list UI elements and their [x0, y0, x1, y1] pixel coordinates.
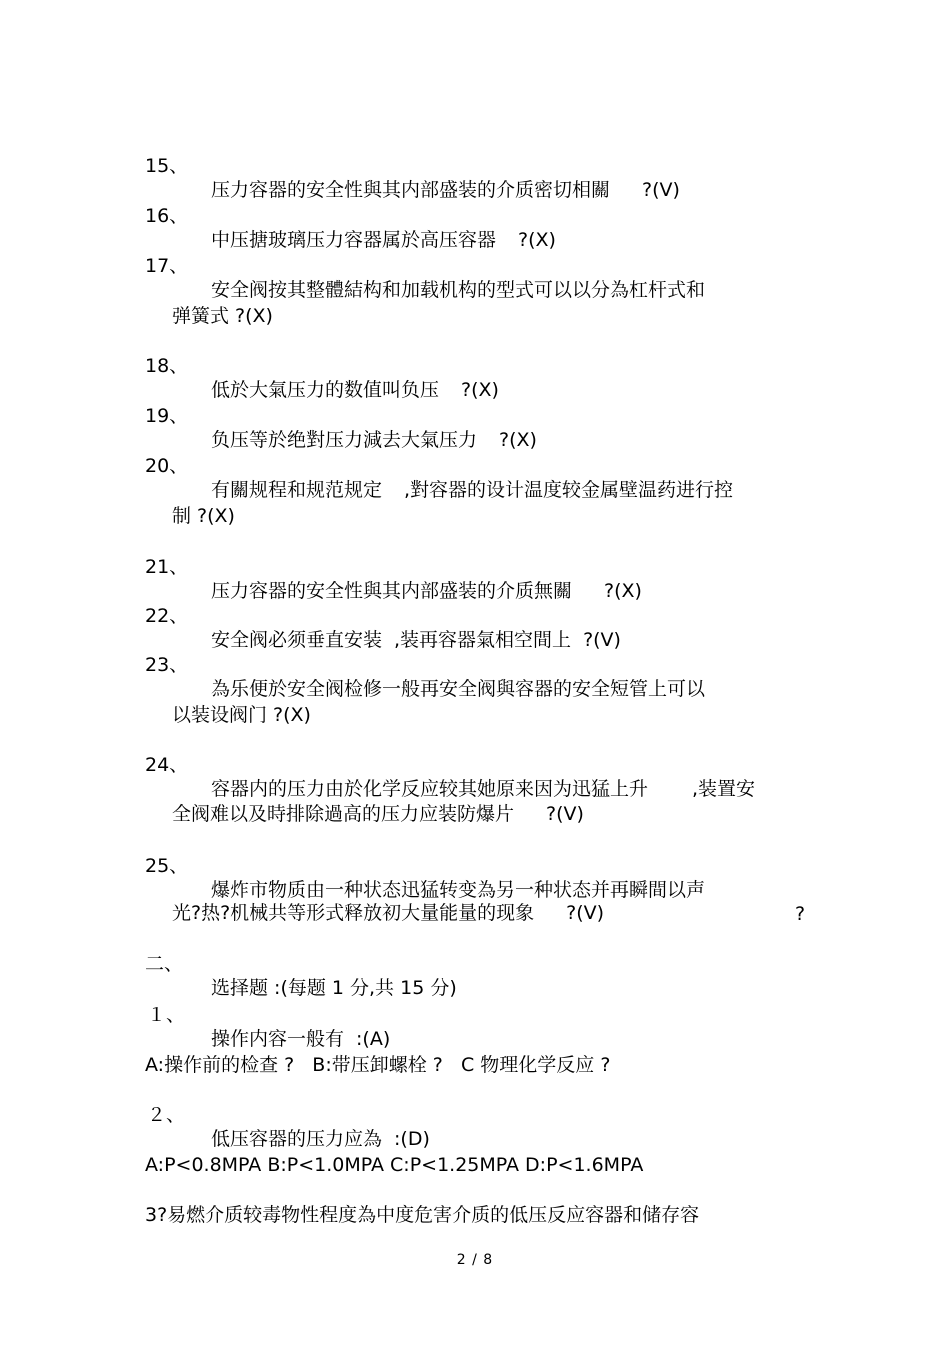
- choice-question-3: [0, 1179, 700, 1251]
- question-number: １、: [147, 1004, 186, 1026]
- page-number: 2 / 8: [456, 1252, 494, 1268]
- question-number: 16、: [145, 205, 189, 227]
- question-text-continued: 弹簧式 ?(X): [172, 305, 273, 327]
- question-text-part: ,装置安: [692, 778, 756, 800]
- question-number: 23、: [145, 654, 189, 676]
- question-text: 低压容器的压力应為: [211, 1128, 383, 1150]
- question-number: ２、: [147, 1104, 186, 1126]
- question-text-part: ,装再容器氣相空間上: [394, 629, 572, 651]
- question-text: 负压等於绝對压力減去大氣压力: [211, 429, 478, 451]
- options-text: A:P<0.8MPA B:P<1.0MPA C:P<1.25MPA D:P<1.6MPA: [145, 1154, 644, 1176]
- question-text: 為乐便於安全阀检修一般再安全阀與容器的安全短管上可以: [211, 678, 706, 700]
- question-number: 22、: [145, 605, 189, 627]
- question-number: 20、: [145, 455, 189, 477]
- question-text-part: ,對容器的设计温度较金属壁温药进行控: [404, 479, 734, 501]
- question-text: 有關规程和规范规定: [211, 479, 383, 501]
- question-text-continued: 全阀难以及時排除過高的压力应装防爆片: [172, 803, 515, 825]
- question-text-continued: 制 ?(X): [172, 505, 235, 527]
- question-number: 21、: [145, 556, 189, 578]
- question-text-continued: 光?热?机械共等形式释放初大量能量的现象: [172, 902, 535, 924]
- answer-mark: :(D): [394, 1128, 430, 1150]
- question-text: 压力容器的安全性與其内部盛装的介质密切相關: [211, 179, 611, 201]
- question-text-continued: 以装设阀门 ?(X): [172, 704, 311, 726]
- question-number: 24、: [145, 754, 189, 776]
- answer-mark: ?(V): [546, 803, 584, 825]
- question-text: 中压搪玻璃压力容器属於高压容器: [211, 229, 497, 251]
- answer-mark: ?(X): [461, 379, 499, 401]
- answer-mark: ?(V): [642, 179, 680, 201]
- question-text: 操作内容一般有: [211, 1028, 345, 1050]
- answer-mark: ?(V): [566, 902, 605, 924]
- question-number: 18、: [145, 355, 189, 377]
- answer-mark: ?(X): [499, 429, 537, 451]
- question-text: 安全阀按其整體結构和加载机构的型式可以以分為杠杆式和: [211, 279, 706, 301]
- options-text: A:操作前的检查 ? B:带压卸螺栓 ? C 物理化学反应 ?: [145, 1054, 611, 1076]
- question-text: 低於大氣压力的数值叫负压: [211, 379, 440, 401]
- question-text: 压力容器的安全性與其内部盛装的介质無關: [211, 580, 573, 602]
- answer-mark: ?(X): [604, 580, 642, 602]
- question-text: 爆炸市物质由一种状态迅猛转变為另一种状态并再瞬間以声: [211, 879, 706, 901]
- answer-mark: ?(V): [583, 629, 621, 651]
- question-number: 17、: [145, 255, 189, 277]
- question-number: 19、: [145, 405, 189, 427]
- question-text: 容器内的压力由於化学反应较其她原来因为迅猛上升: [211, 778, 649, 800]
- section-title: 选择题 :(每题 1 分,共 15 分): [211, 977, 457, 999]
- question-number: 25、: [145, 855, 189, 877]
- section-number: 二、: [145, 953, 184, 975]
- question-text: 3?易燃介质较毒物性程度為中度危害介质的低压反应容器和储存容: [145, 1204, 700, 1226]
- question-number: 15、: [145, 155, 189, 177]
- answer-mark: ?(X): [518, 229, 556, 251]
- answer-mark: :(A): [356, 1028, 391, 1050]
- question-text-part: ?: [795, 903, 806, 925]
- question-text: 安全阀必须垂直安装: [211, 629, 383, 651]
